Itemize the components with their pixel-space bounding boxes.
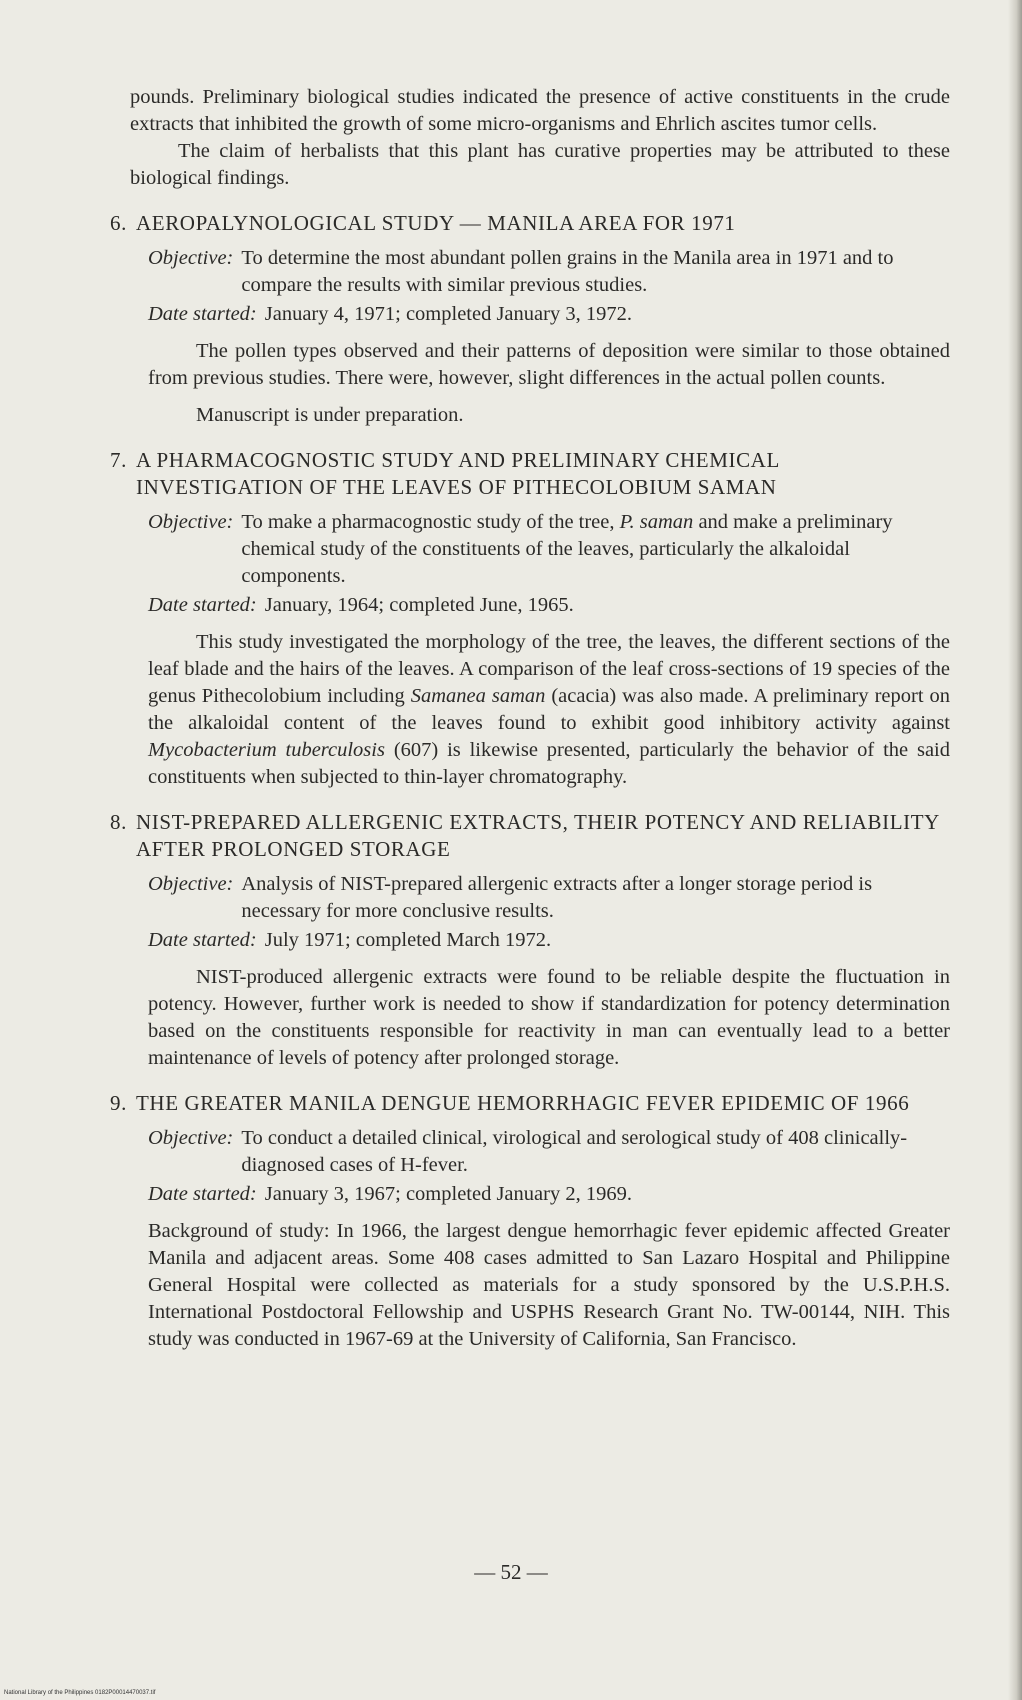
objective-text-part: and make a preliminary chemical study of the constituents of the leaves, particularly the alkaloidal components. [241, 511, 893, 587]
section-8-heading [110, 809, 950, 863]
section-title: A PHARMACOGNOSTIC STUDY AND PRELIMINARY CHEMICAL INVESTIGATION OF THE LEAVES OF PITHECOLOBIUM SAMAN [136, 448, 780, 499]
body-paragraph: Background of study: In 1966, the largest dengue hemorrhagic fever epidemic affected Greater Manila and adjacent areas. Some 408 cases admitted to San Lazaro Hospital and Philippine General Hospital were collected as materials for a study sponsored by the U.S.P.H.S. International Postdoctoral Fellowship and USPHS Research Grant No. TW-00144, NIH. This study was conducted in 1967-69 at the University of California, San Francisco. [148, 1220, 950, 1350]
section-number: 9. [110, 1091, 127, 1115]
date-label: Date started: [148, 594, 257, 616]
section-number: 8. [110, 810, 127, 834]
section-8-body [148, 964, 950, 1072]
objective-text: Analysis of NIST-prepared allergenic extracts after a longer storage period is necessary for more conclusive results. [241, 873, 873, 922]
section-7-heading [110, 447, 950, 501]
objective-label: Objective: [148, 511, 234, 533]
species-name: Samanea saman [410, 685, 546, 707]
section-7-body [148, 629, 950, 791]
section-6-meta [148, 245, 950, 328]
intro-paragraph-2: The claim of herbalists that this plant has curative properties may be attributed to these biological findings. [130, 140, 950, 189]
objective-text: To determine the most abundant pollen grains in the Manila area in 1971 and to compare the results with similar previous studies. [241, 247, 894, 296]
section-number: 6. [110, 211, 127, 235]
section-number: 7. [110, 448, 127, 472]
date-text: January, 1964; completed June, 1965. [264, 594, 574, 616]
date-row [148, 927, 950, 954]
date-row [148, 301, 950, 328]
section-7 [110, 447, 950, 791]
body-paragraph [148, 629, 950, 791]
date-text: January 3, 1967; completed January 2, 1969. [264, 1183, 632, 1205]
section-title: AEROPALYNOLOGICAL STUDY — MANILA AREA FOR 1971 [136, 211, 736, 235]
date-text: January 4, 1971; completed January 3, 1972. [264, 303, 632, 325]
date-row [148, 1181, 950, 1208]
date-label: Date started: [148, 929, 257, 951]
section-8-meta [148, 871, 950, 954]
section-8 [110, 809, 950, 1072]
objective-label: Objective: [148, 873, 234, 895]
body-text-part: (607) is likewise presented, particularly the behavior of the said constituents when subjected to thin-layer chromatography. [148, 739, 950, 788]
date-label: Date started: [148, 1183, 257, 1205]
body-paragraph: NIST-produced allergenic extracts were found to be reliable despite the fluctuation in potency. However, further work is needed to show if standardization for potency determination based on the constituents responsible for reactivity in man can eventually lead to a better maintenance of levels of potency after prolonged storage. [148, 966, 950, 1069]
body-text-part: This study investigated the morphology of the tree, the leaves, the different sections of the leaf blade and the hairs of the leaves. A comparison of the leaf cross-sections of 19 species of the genus Pithecolobium including [148, 631, 950, 707]
objective-text: To conduct a detailed clinical, virological and serological study of 408 clinically-diagnosed cases of H-fever. [241, 1127, 908, 1176]
page-edge-shadow [1008, 0, 1022, 1700]
date-label: Date started: [148, 303, 257, 325]
intro-paragraph: pounds. Preliminary biological studies indicated the presence of active constituents in the crude extracts that inhibited the growth of some micro-organisms and Ehrlich ascites tumor cells. [130, 86, 950, 135]
date-text: July 1971; completed March 1972. [264, 929, 552, 951]
section-6 [110, 210, 950, 429]
body-paragraph-2: Manuscript is under preparation. [196, 404, 464, 426]
body-text-part: (acacia) was also made. A preliminary report on the alkaloidal content of the leaves found to exhibit good inhibitory activity against [148, 685, 950, 734]
date-row [148, 592, 950, 619]
section-9 [110, 1090, 950, 1353]
objective-label: Objective: [148, 1127, 234, 1149]
species-name: P. saman [619, 511, 694, 533]
section-6-heading [110, 210, 950, 237]
objective-row [148, 871, 950, 925]
section-9-meta [148, 1125, 950, 1208]
page-content [110, 84, 950, 1353]
section-9-body [148, 1218, 950, 1353]
objective-row [148, 509, 950, 590]
species-name: Mycobacterium tuberculosis [148, 739, 385, 761]
objective-row [148, 245, 950, 299]
objective-label: Objective: [148, 247, 234, 269]
section-title: THE GREATER MANILA DENGUE HEMORRHAGIC FEVER EPIDEMIC OF 1966 [136, 1091, 910, 1115]
archive-stamp: National Library of the Philippines 0182P00014470037.tif [4, 1690, 156, 1696]
objective-text-part: To make a pharmacognostic study of the tree, [241, 511, 620, 533]
objective-text [241, 509, 950, 590]
body-paragraph: The pollen types observed and their patterns of deposition were similar to those obtained from previous studies. There were, however, slight differences in the actual pollen counts. [148, 340, 950, 389]
page-number: — 52 — [474, 1560, 548, 1584]
section-9-heading [110, 1090, 950, 1117]
section-7-meta [148, 509, 950, 619]
section-title: NIST-PREPARED ALLERGENIC EXTRACTS, THEIR POTENCY AND RELIABILITY AFTER PROLONGED STORAGE [136, 810, 940, 861]
objective-row [148, 1125, 950, 1179]
section-6-body [148, 338, 950, 429]
